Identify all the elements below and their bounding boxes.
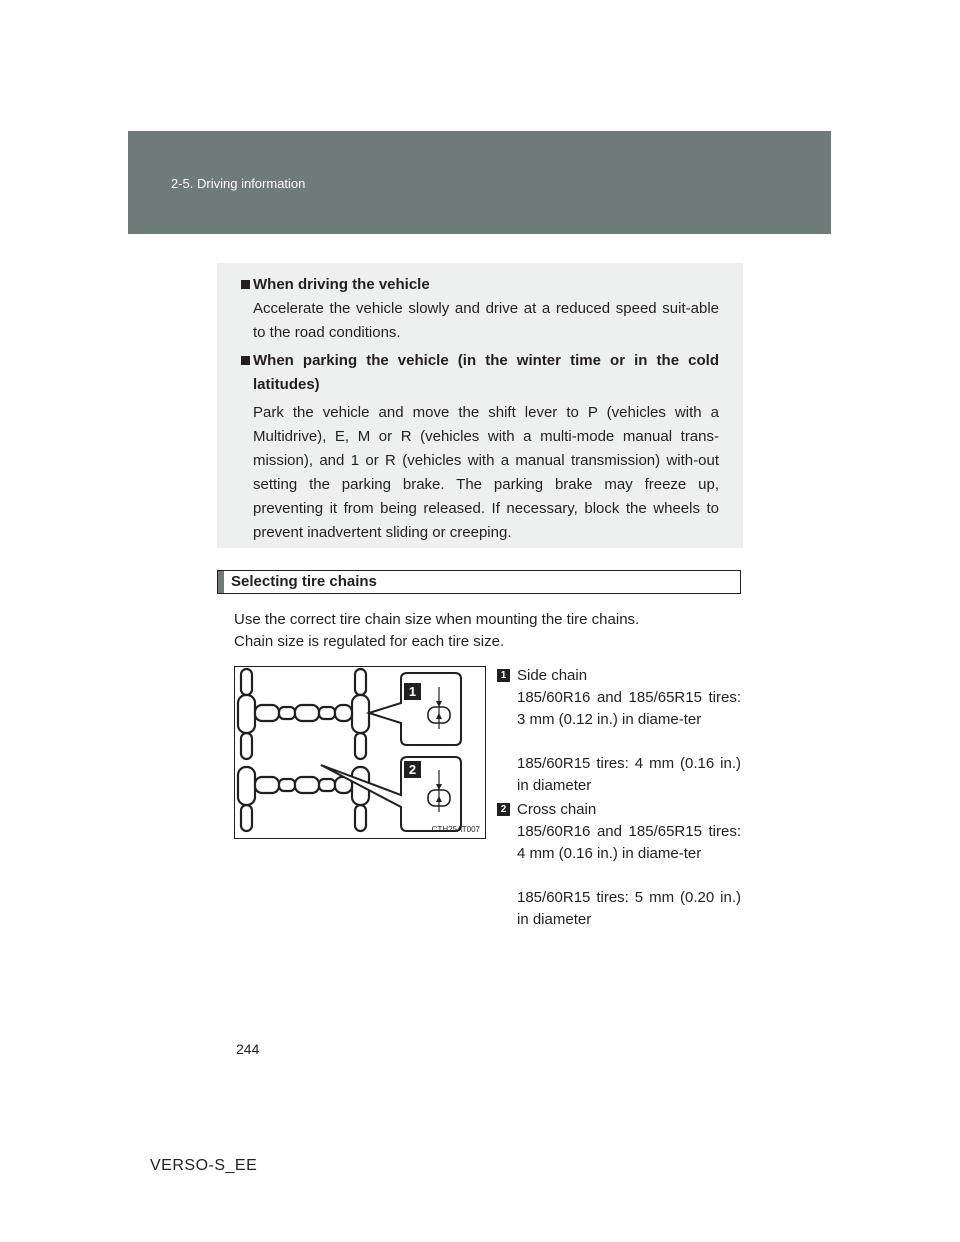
number-1-icon: 1 [497, 669, 510, 682]
legend-text: 185/60R16 and 185/65R15 tires: 3 mm (0.12 in.) in diame-ter [517, 689, 741, 728]
section-intro [234, 609, 639, 653]
square-bullet-icon [241, 356, 250, 365]
intro-line: Chain size is regulated for each tire size. [234, 633, 505, 650]
callout-number-1: 1 [404, 683, 421, 700]
legend-text: 185/60R15 tires: 4 mm (0.16 in.) in diameter [517, 755, 741, 794]
intro-line: Use the correct tire chain size when mounting the tire chains. [234, 611, 640, 628]
legend-title: Side chain [517, 667, 588, 684]
number-2-icon: 2 [497, 803, 510, 816]
legend-text: 185/60R16 and 185/65R15 tires: 4 mm (0.16 in.) in diame-ter [517, 823, 741, 862]
callout-number-2: 2 [404, 761, 421, 778]
legend-title: Cross chain [517, 801, 597, 818]
info-item-title: When driving the vehicle [253, 276, 430, 293]
document-code: VERSO-S_EE [150, 1157, 258, 1174]
info-item-title: When parking the vehicle (in the winter time or in the cold latitudes) [253, 352, 719, 393]
tire-chain-illustration [235, 667, 485, 838]
info-box [217, 263, 743, 548]
legend-text: 185/60R15 tires: 5 mm (0.20 in.) in diameter [517, 889, 741, 928]
info-item-body: Park the vehicle and move the shift lever to P (vehicles with a Multidrive), E, M or R (vehicles with a multi-mode manual trans-mission), and 1 or R (vehicles with a manual transmission) with-out setting the parking brake. The parking brake may freeze up, preventing it from being released. If necessary, block the wheels to prevent inadvertent sliding or creeping. [253, 404, 719, 541]
section-heading [217, 570, 741, 594]
info-item-body: Accelerate the vehicle slowly and drive at a reduced speed suit-able to the road conditions. [253, 300, 719, 341]
section-breadcrumb: 2-5. Driving information [171, 176, 306, 191]
square-bullet-icon [241, 280, 250, 289]
header-band [128, 131, 831, 234]
section-heading-label: Selecting tire chains [231, 573, 377, 590]
tire-chain-figure [234, 666, 486, 839]
heading-marker [218, 571, 224, 593]
page-number: 244 [236, 1041, 260, 1057]
figure-code: CTH25AT007 [431, 825, 480, 834]
